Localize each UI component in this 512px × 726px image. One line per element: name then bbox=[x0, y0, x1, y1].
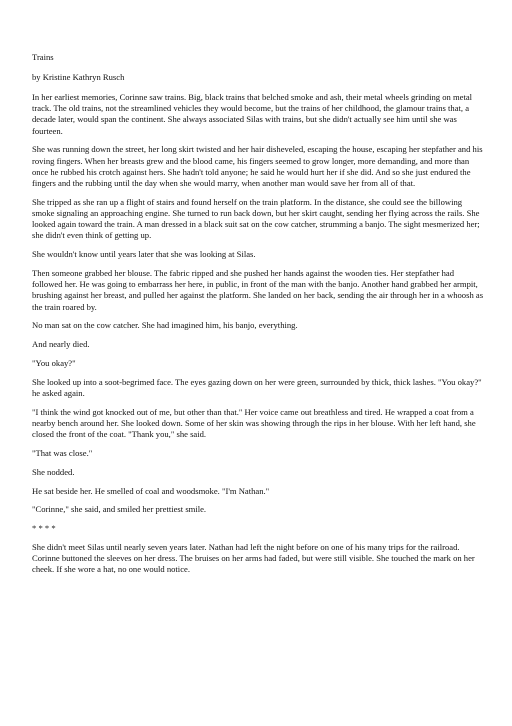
document-page bbox=[32, 52, 484, 583]
paragraph: Then someone grabbed her blouse. The fabric ripped and she pushed her hands against the wooden ties. Her stepfather had followed her. He was going to embarrass her here, in public, in front of the man with the banjo. Another hand grabbed her armpit, brushing against her breast, and pulled her against the platform. She landed on her back, sending the air through her in a whoosh as the train roared by. bbox=[32, 268, 484, 312]
paragraph: "Corinne," she said, and smiled her prettiest smile. bbox=[32, 504, 207, 515]
paragraph: In her earliest memories, Corinne saw trains. Big, black trains that belched smoke and ash, their metal wheels grinding on metal track. The old trains, not the streamlined vehicles they would become, but the trains of her childhood, the glamour trains that, a decade later, would span the continent. She always associated Silas with trains, but she didn't actually see him until she was fourteen. bbox=[32, 92, 473, 136]
paragraph: She was running down the street, her long skirt twisted and her hair disheveled, escaping the house, escaping her stepfather and his roving fingers. When her breasts grew and the blood came, his fingers seemed to grow longer, more demanding, and more than once he rubbed his crotch against hers. She hadn't told anyone; he said he would hurt her if she did. And so she just endured the fingers and the rubbing until the day when she would marry, when another man would save her from all of that. bbox=[32, 144, 483, 189]
paragraph: He sat beside her. He smelled of coal and woodsmoke. "I'm Nathan." bbox=[32, 485, 270, 496]
paragraph: "I think the wind got knocked out of me, but other than that." Her voice came out breathless and tired. He wrapped a coat from a nearby bench around her. She looked down. Some of her skin was showing through the rips in her blouse. With her left hand, she closed the front of the coat. "Thank you," she said. bbox=[32, 406, 476, 440]
paragraph: She nodded. bbox=[32, 466, 75, 477]
paragraph: She tripped as she ran up a flight of stairs and found herself on the train platform. In the distance, she could see the billowing smoke signaling an approaching engine. She turned to run back down, but her skirt caught, sending her flying across the rails. She looked again toward the train. A man dressed in a black suit sat on the cow catcher, strumming a banjo. The sight mesmerized her; she didn't even think of getting up. bbox=[32, 196, 480, 241]
story-title: Trains bbox=[32, 52, 54, 62]
paragraph: No man sat on the cow catcher. She had imagined him, his banjo, everything. bbox=[32, 320, 298, 331]
paragraph: She didn't meet Silas until nearly seven years later. Nathan had left the night before on one of his many trips for the railroad. Corinne buttoned the sleeves on her dress. The bruises on her arms had faded, but were still visible. She touched the mark on her cheek. If she wore a hat, no one would notice. bbox=[32, 542, 475, 575]
paragraph: She looked up into a soot-begrimed face. The eyes gazing down on her were green, surrounded by thick, thick lashes. "You okay?" he asked again. bbox=[32, 376, 482, 399]
paragraph: And nearly died. bbox=[32, 339, 90, 350]
paragraph: "That was close." bbox=[32, 448, 93, 459]
scene-break: * * * * bbox=[32, 523, 56, 534]
paragraph: She wouldn't know until years later that she was looking at Silas. bbox=[32, 249, 256, 260]
paragraph: "You okay?" bbox=[32, 358, 76, 369]
author-byline: by Kristine Kathryn Rusch bbox=[32, 72, 125, 83]
